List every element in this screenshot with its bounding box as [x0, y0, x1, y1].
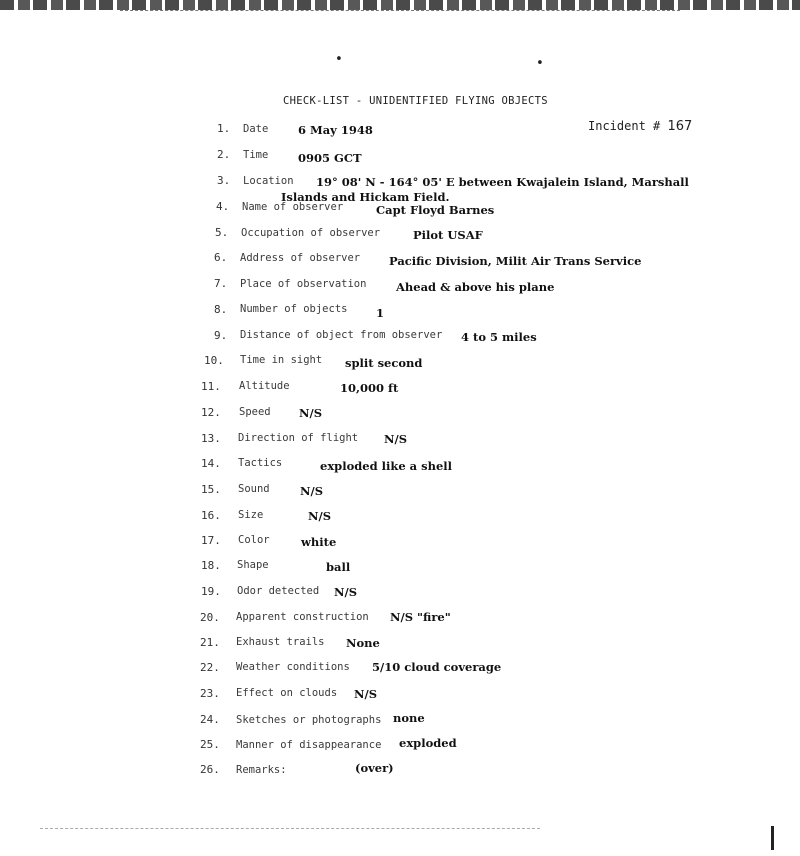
item-value-sound: N/S [300, 484, 324, 498]
registration-mark-right: • [536, 56, 544, 71]
item-label: Remarks: [236, 764, 287, 776]
item-number: 7. [214, 277, 228, 290]
incident-number [588, 119, 692, 134]
item-value-place: Ahead & above his plane [396, 280, 555, 294]
incident-label: Incident # [588, 119, 661, 133]
document-title: CHECK-LIST - UNIDENTIFIED FLYING OBJECTS [283, 95, 548, 107]
item-number: 16. [201, 509, 221, 522]
item-label: Place of observation [240, 278, 367, 290]
item-value-occupation: Pilot USAF [413, 228, 483, 242]
scan-bottom-rule [40, 828, 540, 829]
item-label: Altitude [239, 380, 290, 392]
item-value-speed: N/S [299, 406, 323, 420]
item-label: Name of observer [242, 201, 344, 213]
item-number: 4. [216, 200, 230, 213]
item-value-exhaust: None [346, 636, 380, 650]
incident-value: 167 [667, 119, 693, 134]
item-value-location-cont: Islands and Hickam Field. [281, 190, 450, 204]
item-number: 12. [201, 406, 221, 419]
item-value-color: white [301, 535, 337, 549]
item-label: Time in sight [240, 354, 323, 366]
item-label: Shape [237, 559, 269, 571]
item-value-disappearance: exploded [399, 736, 457, 750]
scan-top-edge [0, 0, 800, 10]
item-label: Odor detected [237, 585, 320, 597]
item-number: 8. [214, 303, 228, 316]
item-label: Location [243, 175, 294, 187]
item-label: Tactics [238, 457, 283, 469]
item-value-size: N/S [308, 509, 332, 523]
item-label: Occupation of observer [241, 227, 381, 239]
item-number: 22. [200, 661, 220, 674]
item-label: Direction of flight [238, 432, 359, 444]
item-label: Apparent construction [236, 611, 369, 623]
item-number: 10. [204, 354, 224, 367]
item-label: Color [238, 534, 270, 546]
item-label: Date [243, 123, 269, 135]
item-label: Manner of disappearance [236, 739, 382, 751]
item-number: 18. [201, 559, 221, 572]
item-number: 15. [201, 483, 221, 496]
item-number: 5. [215, 226, 229, 239]
item-value-address: Pacific Division, Milit Air Trans Service [389, 254, 642, 268]
scan-edge-mark [771, 826, 774, 850]
item-number: 1. [217, 122, 231, 135]
item-label: Size [238, 509, 264, 521]
item-number: 26. [200, 763, 220, 776]
item-number: 25. [200, 738, 220, 751]
item-label: Time [243, 149, 269, 161]
item-label: Speed [239, 406, 271, 418]
item-number: 21. [200, 636, 220, 649]
item-value-shape: ball [326, 560, 351, 574]
item-label: Sound [238, 483, 270, 495]
item-label: Distance of object from observer [240, 329, 443, 341]
item-value-time: 0905 GCT [298, 151, 362, 165]
item-value-odor: N/S [334, 585, 358, 599]
item-value-sketches: none [393, 711, 425, 725]
item-value-weather: 5/10 cloud coverage [372, 660, 502, 674]
item-value-observer-name: Capt Floyd Barnes [376, 203, 495, 217]
item-value-clouds: N/S [354, 687, 378, 701]
registration-mark-left: • [335, 52, 343, 67]
item-label: Exhaust trails [236, 636, 325, 648]
item-number: 23. [200, 687, 220, 700]
item-number: 17. [201, 534, 221, 547]
item-label: Address of observer [240, 252, 361, 264]
item-label: Number of objects [240, 303, 348, 315]
item-value-date: 6 May 1948 [298, 123, 373, 137]
item-value-location: 19° 08' N - 164° 05' E between Kwajalein Island, Marshall [316, 175, 689, 189]
item-label: Weather conditions [236, 661, 350, 673]
item-number: 9. [214, 329, 228, 342]
item-number: 19. [201, 585, 221, 598]
item-number: 2. [217, 148, 231, 161]
item-label: Sketches or photographs [236, 714, 382, 726]
item-value-distance: 4 to 5 miles [461, 330, 537, 344]
item-number: 13. [201, 432, 221, 445]
item-value-time-in-sight: split second [345, 356, 423, 370]
item-value-tactics: exploded like a shell [320, 459, 453, 473]
item-number: 20. [200, 611, 220, 624]
item-number: 3. [217, 174, 231, 187]
item-value-remarks: (over) [355, 761, 394, 775]
item-number: 24. [200, 713, 220, 726]
item-number: 11. [201, 380, 221, 393]
item-value-altitude: 10,000 ft [340, 381, 399, 395]
item-value-count: 1 [376, 306, 385, 320]
item-number: 6. [214, 251, 228, 264]
item-number: 14. [201, 457, 221, 470]
item-value-direction: N/S [384, 432, 408, 446]
item-value-construction: N/S "fire" [390, 610, 451, 624]
item-label: Effect on clouds [236, 687, 338, 699]
scan-top-rule [120, 10, 680, 13]
